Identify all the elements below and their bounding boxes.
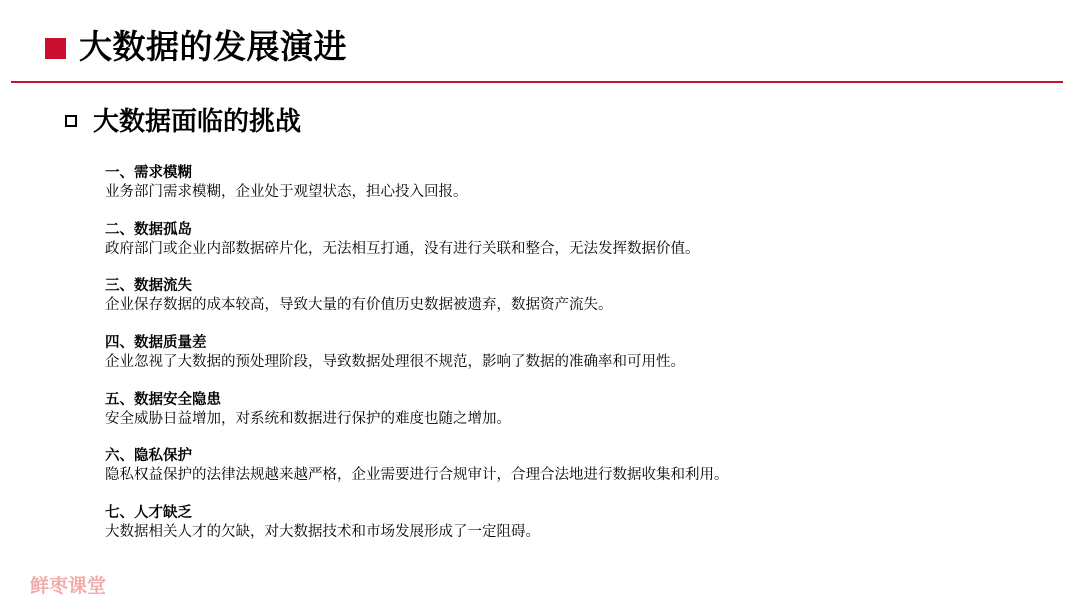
challenge-description: 安全威胁日益增加，对系统和数据进行保护的难度也随之增加。 xyxy=(105,410,511,427)
challenge-title: 七、人才缺乏 xyxy=(105,505,192,522)
challenge-description: 业务部门需求模糊，企业处于观望状态，担心投入回报。 xyxy=(105,184,468,200)
challenge-item-talent xyxy=(105,504,1045,561)
challenge-list xyxy=(105,164,1045,561)
challenge-title: 六、隐私保护 xyxy=(105,448,192,465)
challenge-title: 五、数据安全隐患 xyxy=(105,391,221,408)
challenge-item-demand xyxy=(105,164,1045,221)
challenge-title: 四、数据质量差 xyxy=(105,335,207,352)
challenge-description: 大数据相关人才的欠缺，对大数据技术和市场发展形成了一定阻碍。 xyxy=(105,524,540,541)
challenge-item-loss xyxy=(105,277,1045,334)
section-heading: 大数据面临的挑战 xyxy=(93,107,302,137)
hollow-square-bullet-icon xyxy=(65,115,77,127)
challenge-item-quality xyxy=(105,334,1045,391)
challenge-title: 三、数据流失 xyxy=(105,278,192,295)
challenge-title: 一、需求模糊 xyxy=(105,165,192,181)
challenge-title: 二、数据孤岛 xyxy=(105,221,192,238)
challenge-description: 隐私权益保护的法律法规越来越严格，企业需要进行合规审计，合理合法地进行数据收集和利用。 xyxy=(105,467,729,484)
page-title: 大数据的发展演进 xyxy=(79,27,347,66)
watermark-logo: 鲜枣课堂 xyxy=(30,575,107,597)
challenge-item-privacy xyxy=(105,447,1045,504)
square-bullet-icon xyxy=(45,38,66,59)
title-divider xyxy=(11,81,1063,83)
challenge-description: 企业忽视了大数据的预处理阶段，导致数据处理很不规范，影响了数据的准确率和可用性。 xyxy=(105,354,685,371)
challenge-description: 企业保存数据的成本较高，导致大量的有价值历史数据被遗弃，数据资产流失。 xyxy=(105,297,613,314)
challenge-item-silos xyxy=(105,221,1045,278)
challenge-description: 政府部门或企业内部数据碎片化，无法相互打通，没有进行关联和整合，无法发挥数据价值。 xyxy=(105,240,700,257)
challenge-item-security xyxy=(105,391,1045,448)
